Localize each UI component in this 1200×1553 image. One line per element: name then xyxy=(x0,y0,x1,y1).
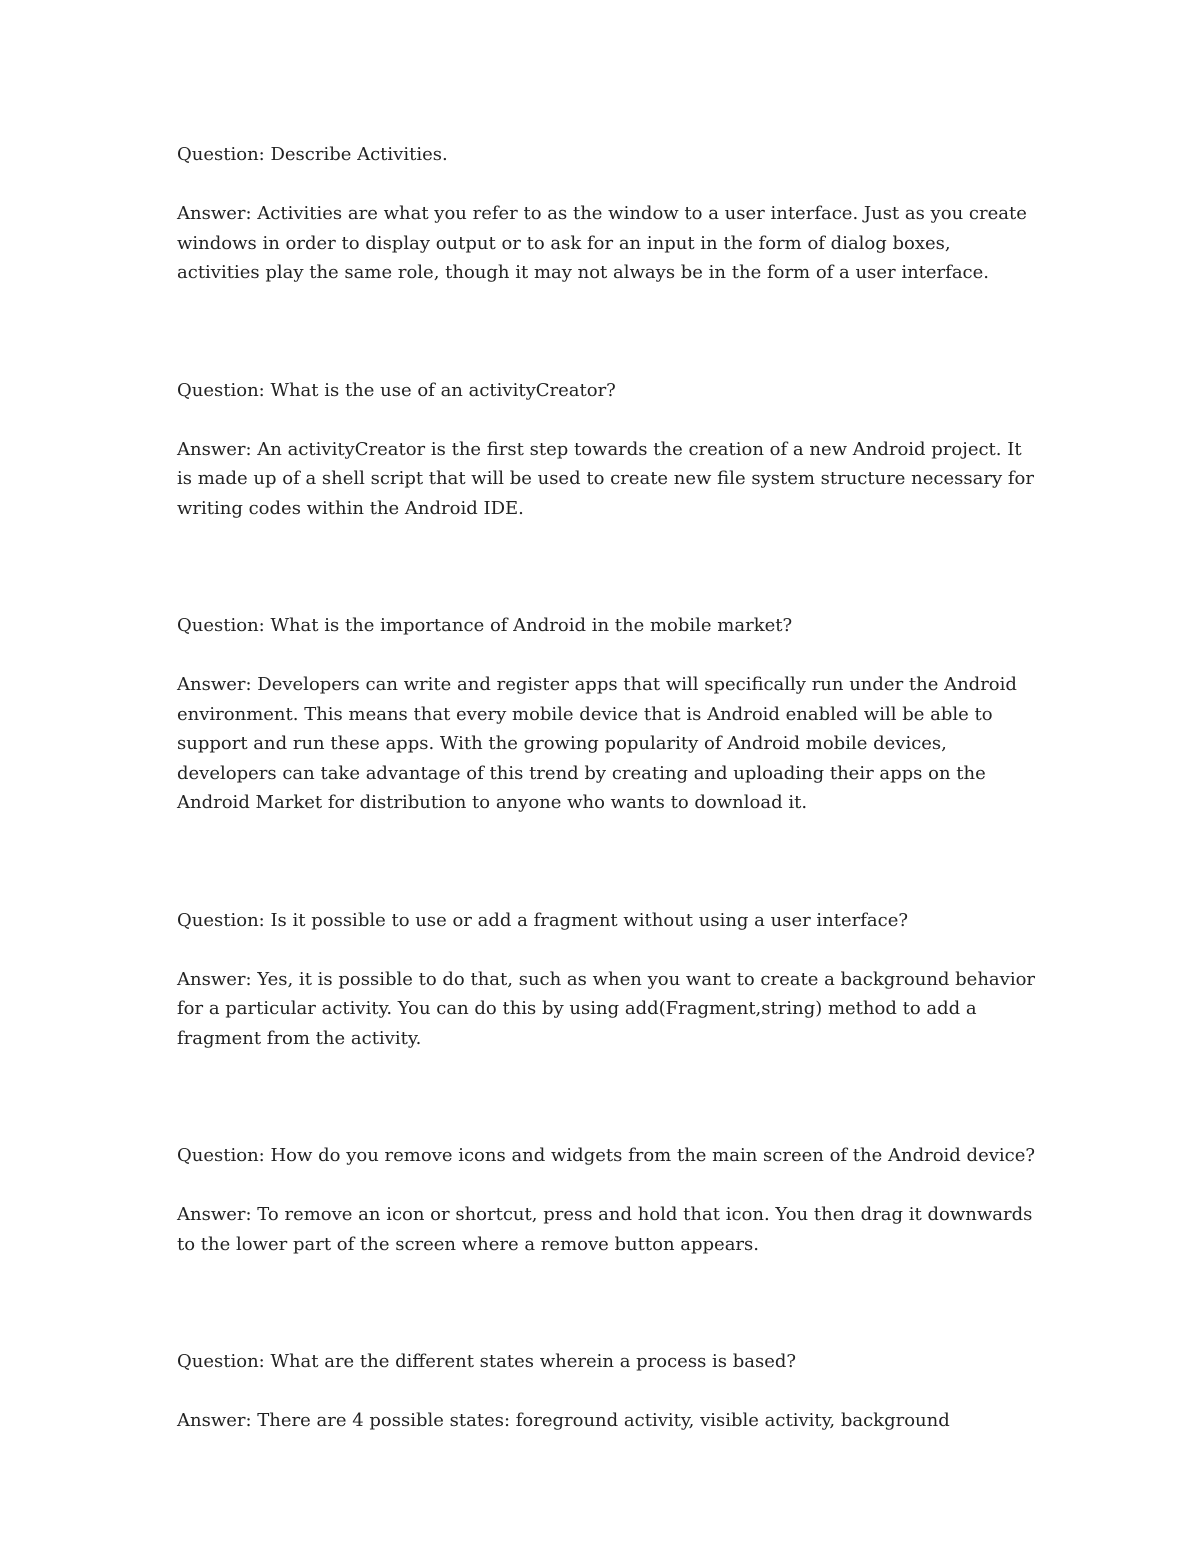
qa-block xyxy=(177,611,1037,818)
question-text: Question: What is the use of an activityCreator? xyxy=(177,379,616,401)
question-text: Question: Describe Activities. xyxy=(177,144,448,165)
qa-block xyxy=(177,1141,1037,1259)
question-text: Question: Is it possible to use or add a fragment without using a user interface? xyxy=(177,909,909,931)
document-page xyxy=(177,140,1037,1524)
question-text: Question: What is the importance of Android in the mobile market? xyxy=(177,615,793,636)
qa-block xyxy=(177,906,1037,1054)
qa-block xyxy=(177,140,1037,288)
answer-text: Answer: An activityCreator is the first step towards the creation of a new Android project. It is made up of a shell script that will be used to create new file system structure necessary for writing codes within the Android IDE. xyxy=(177,438,1034,519)
answer-text: Answer: Yes, it is possible to do that, such as when you want to create a background behavior for a particular activity. You can do this by using add(Fragment,string) method to add a fragment from the activity. xyxy=(177,968,1036,1049)
qa-block xyxy=(177,1347,1037,1436)
question-text: Question: How do you remove icons and widgets from the main screen of the Android device? xyxy=(177,1145,1036,1166)
answer-text: Answer: Activities are what you refer to as the window to a user interface. Just as you create windows in order to display output or to ask for an input in the form of dialog boxes, activities play the same role, though it may not always be in the form of a user interface. xyxy=(177,203,1027,283)
answer-text: Answer: There are 4 possible states: foreground activity, visible activity, background xyxy=(177,1410,950,1431)
qa-block xyxy=(177,376,1037,524)
question-text: Question: What are the different states wherein a process is based? xyxy=(177,1351,797,1372)
answer-text: Answer: To remove an icon or shortcut, press and hold that icon. You then drag it downwards to the lower part of the screen where a remove button appears. xyxy=(177,1204,1033,1255)
answer-text: Answer: Developers can write and register apps that will specifically run under the Android environment. This means that every mobile device that is Android enabled will be able to support and run these apps. With the growing popularity of Android mobile devices, developers can take advantage of this trend by creating and uploading their apps on the Android Market for distribution to anyone who wants to download it. xyxy=(177,674,1017,813)
